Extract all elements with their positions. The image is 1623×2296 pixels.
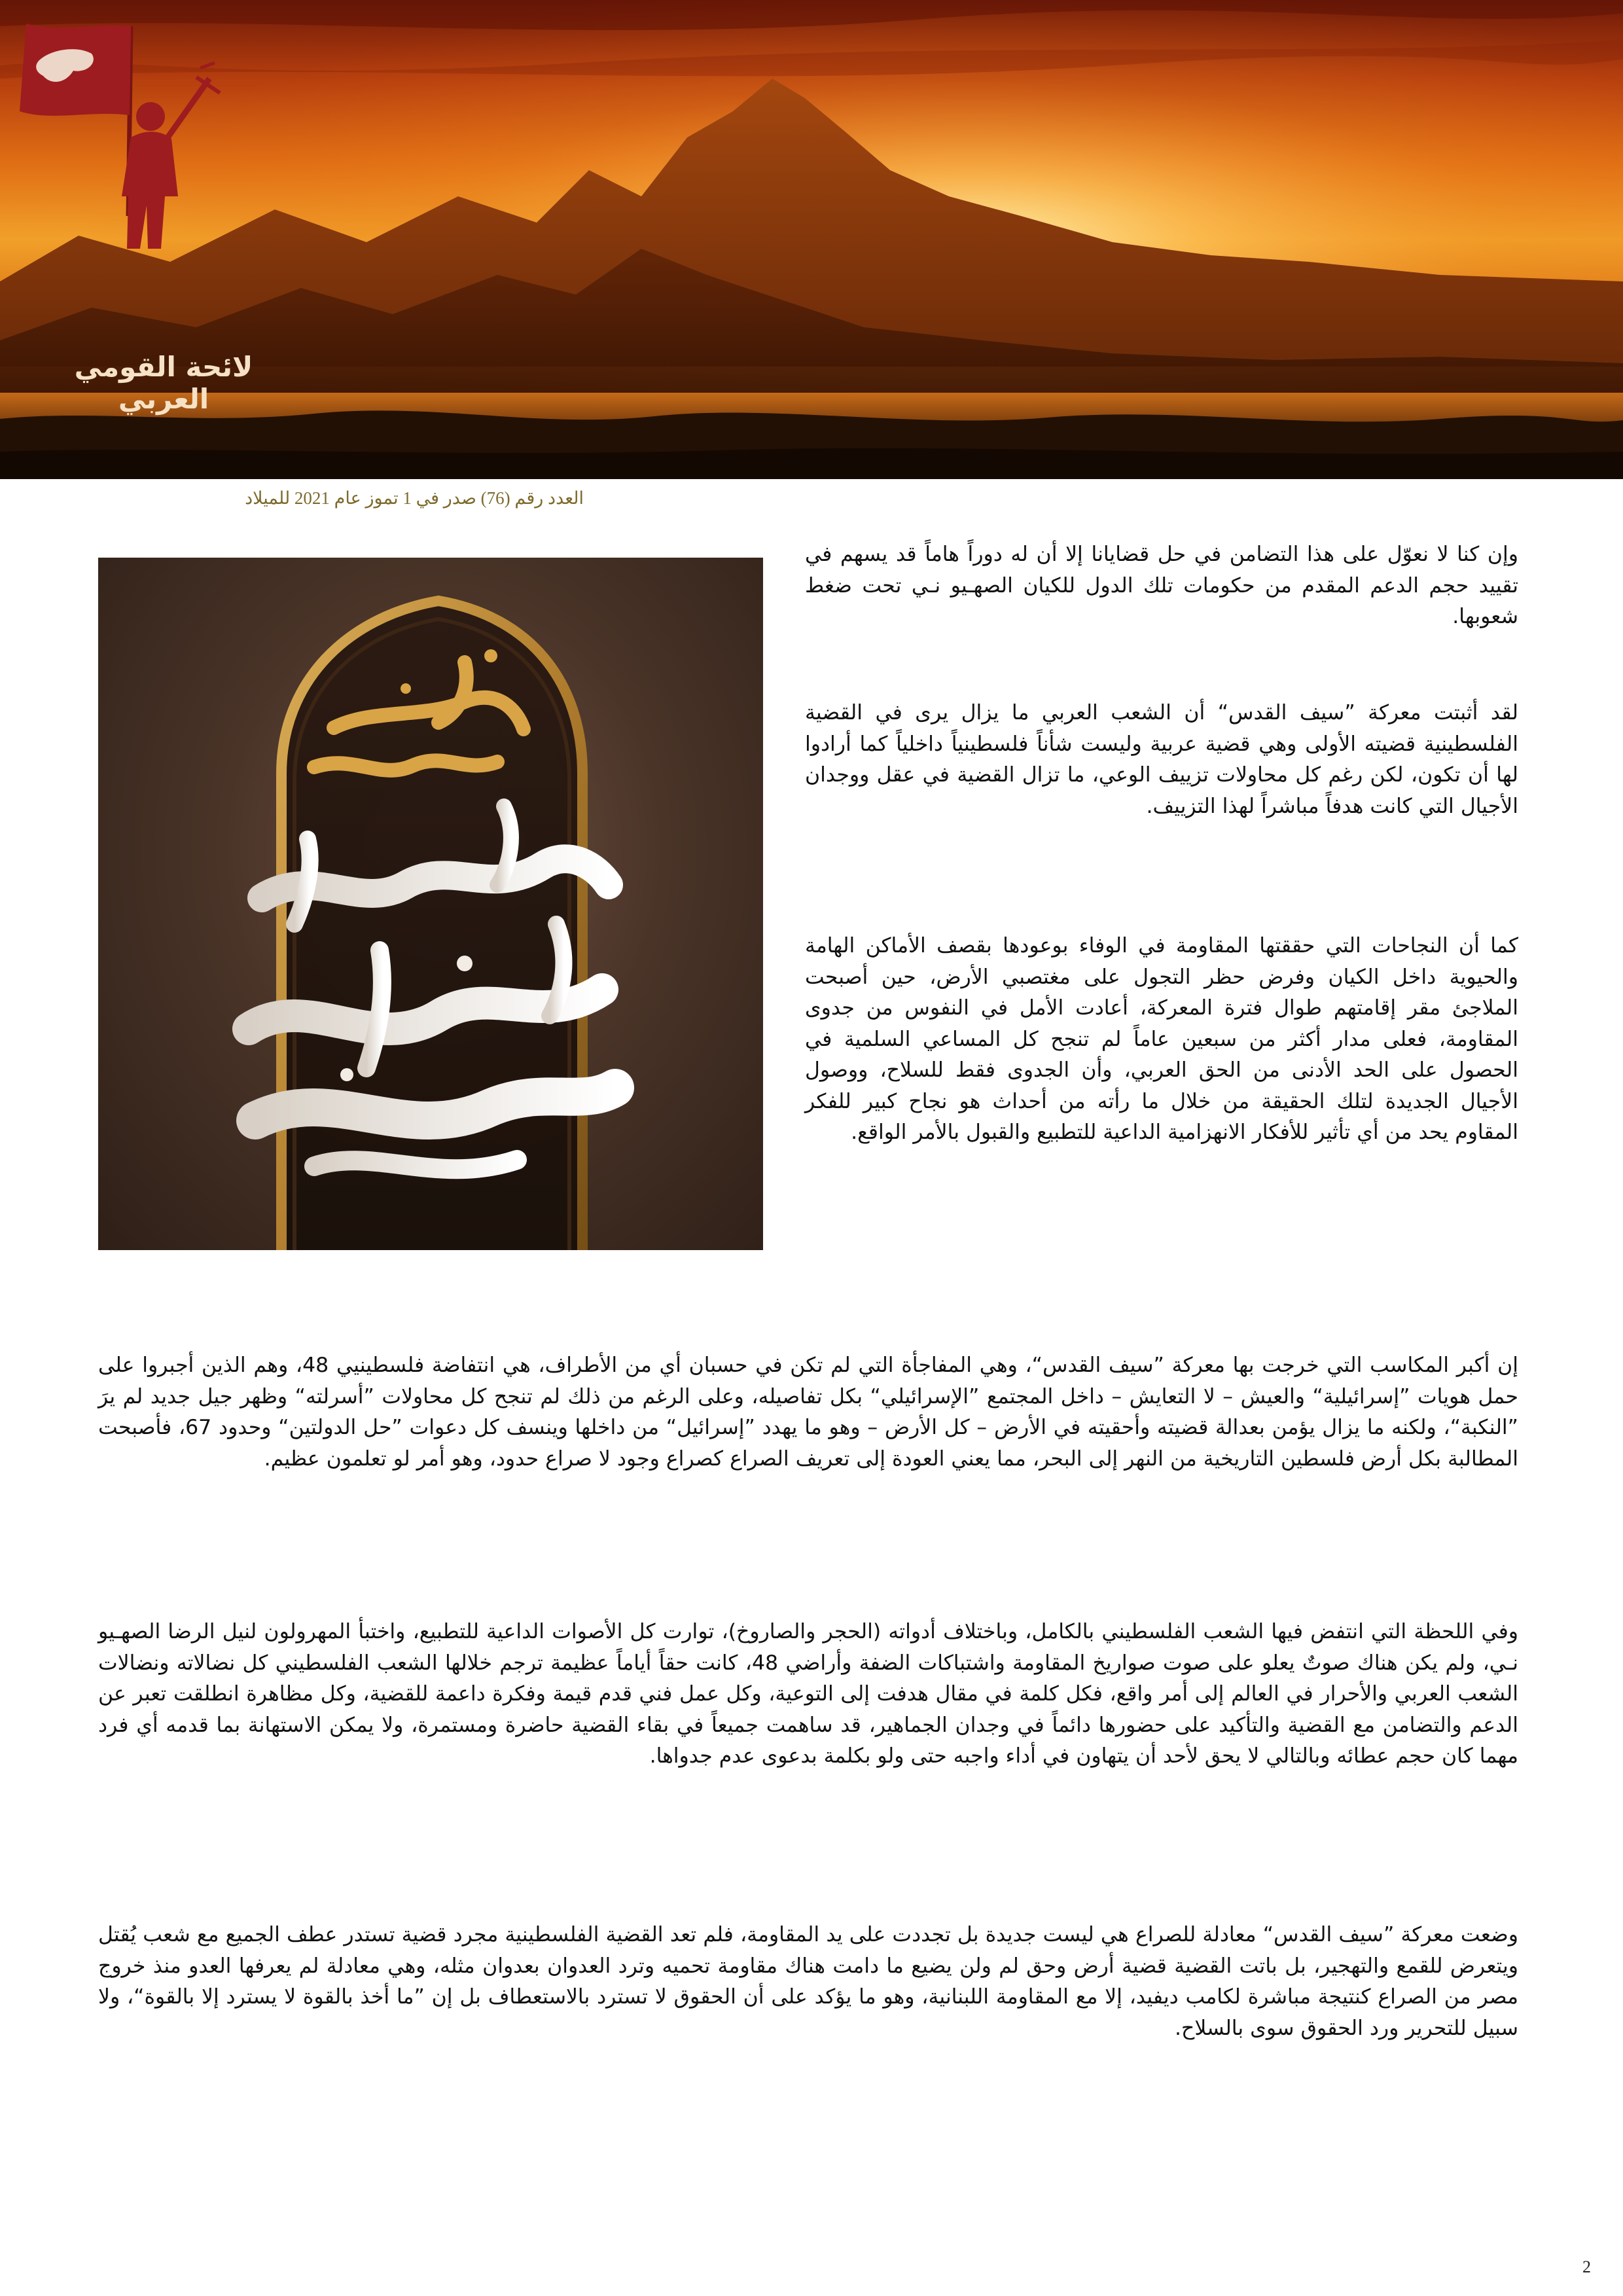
page-number: 2 <box>1582 2257 1591 2276</box>
article-paragraph: وإن كنا لا نعوّل على هذا التضامن في حل قضايانا إلا أن له دوراً هاماً قد يسهم في تقييد حجم الدعم المقدم من حكومات تلك الدول للكيان الصهـيو نـي تحت ضغط شعوبها. <box>805 543 1518 628</box>
organization-logo <box>0 0 262 249</box>
article-paragraph: وفي اللحظة التي انتفض فيها الشعب الفلسطيني بالكامل، وباختلاف أدواته (الحجر والصاروخ)، توارت كل الأصوات الداعية للتطبيع، واختبأ المهرولون لنيل الرضا الصهـيو نـي، ولم يكن هناك صوتٌ يعلو على صوت صواريخ المقاومة واشتباكات الضفة وأراضي 48، كانت حقاً أياماً عظيمة ترجم خلالها الشعب الفلسطيني كل نضالاته ونضالات الشعب العربي والأحرار في العالم إلى أمر واقع، فكل كلمة في مقال هدفت إلى التوعية، وكل عمل فني قدم قيمة وفكرة داعمة للقضية، وكل مظاهرة انطلقت تعبر عن الدعم والتضامن مع القضية والتأكيد على حضورها دائماً في وجدان الجماهير، قد ساهمت جميعاً في بقاء القضية حاضرة ومستمرة، ولا يمكن الاستهانة بما قدمه أي فرد مهما كان حجم عطائه وبالتالي لا يحق لأحد أن يتهاون في أداء واجبه حتى ولو بكلمة بدعوى عدم جدواها. <box>98 1620 1518 1768</box>
article-image <box>98 558 763 1250</box>
issue-info: العدد رقم (76) صدر في 1 تموز عام 2021 للميلاد <box>245 488 584 508</box>
article-paragraph: لقد أثبتت معركة ”سيف القدس“ أن الشعب العربي ما يزال يرى في القضية الفلسطينية قضيته الأولى وهي قضية عربية وليست شأناً فلسطينياً داخلياً كما أرادوا لها أن تكون، لكن رغم كل محاولات تزييف الوعي، ما تزال القضية في عقل ووجدان الأجيال التي كانت هدفاً مباشراً لهذا التزييف. <box>805 701 1518 818</box>
article-paragraph: كما أن النجاحات التي حققتها المقاومة في الوفاء بوعودها بقصف الأماكن الهامة والحيوية داخل الكيان وفرض حظر التجول على مغتصبي الأرض، حين أصبحت الملاجئ مقر إقامتهم طوال فترة المعركة، أعادت الأمل في النفوس من جدوى المقاومة، فعلى مدار أكثر من سبعين عاماً لم تنجح كل المساعي السلمية في الحصول على الحد الأدنى من الحق العربي، وأن الجدوى فقط للسلاح، ووصول الأجيال الجديدة لتلك الحقيقة من خلال ما رأته من أحداث هو نجاح كبير للفكر المقاوم يحد من أي تأثير للأفكار الانهزامية الداعية للتطبيع والقبول بالأمر الواقع. <box>805 934 1518 1144</box>
arch-frame-icon <box>281 601 582 1250</box>
article-paragraph: إن أكبر المكاسب التي خرجت بها معركة ”سيف القدس“، وهي المفاجأة التي لم تكن في حسبان أي من الأطراف، هي انتفاضة فلسطينيي 48، وهم الذين أجبروا على حمل هويات ”إسرائيلية“ والعيش – لا التعايش – داخل المجتمع ”الإسرائيلي“ بكل تفاصيله، وعلى الرغم من ذلك لم تنجح كل محاولات ”أسرلته“ وظهر جيل جديد لم يرَ ”النكبة“، ولكنه ما يزال يؤمن بعدالة قضيته وأحقيته في الأرض – كل الأرض – وهو ما يهدد ”إسرائيل“ من داخلها وينسف كل دعوات ”حل الدولتين“ وحدود 67، فأصبحت المطالبة بكل أرض فلسطين التاريخية من النهر إلى البحر، مما يعني العودة إلى تعريف الصراع كصراع وجود لا صراع حدود، وهو أمر لو تعلمون عظيم. <box>98 1354 1519 1471</box>
article-paragraph: وضعت معركة ”سيف القدس“ معادلة للصراع هي ليست جديدة بل تجددت على يد المقاومة، فلم تعد القضية الفلسطينية مجرد قضية تستدر عطف الجميع مع شعب يُقتل ويتعرض للقمع والتهجير، بل باتت القضية قضية أرض وحق لم ولن يضيع ما دامت هناك مقاومة تحميه وترد العدوان بعدوان مثله، وهي معادلة لم يعرفها العدو منذ خروج مصر من الصراع كنتيجة مباشرة لكامب ديفيد، إلا مع المقاومة اللبنانية، وهو ما يؤكد على أن الحقوق لا تسترد بالاستعطاف بل إن ”ما أخذ بالقوة لا يسترد إلا بالقوة“، ولا سبيل للتحرير ورد الحقوق سوى بالسلاح. <box>98 1923 1518 2040</box>
calligraphy-artwork <box>98 558 763 1250</box>
header-banner <box>0 0 1623 479</box>
logo-caption: لائحة القومي العربي <box>74 351 253 415</box>
fighter-silhouette-icon <box>122 132 178 249</box>
